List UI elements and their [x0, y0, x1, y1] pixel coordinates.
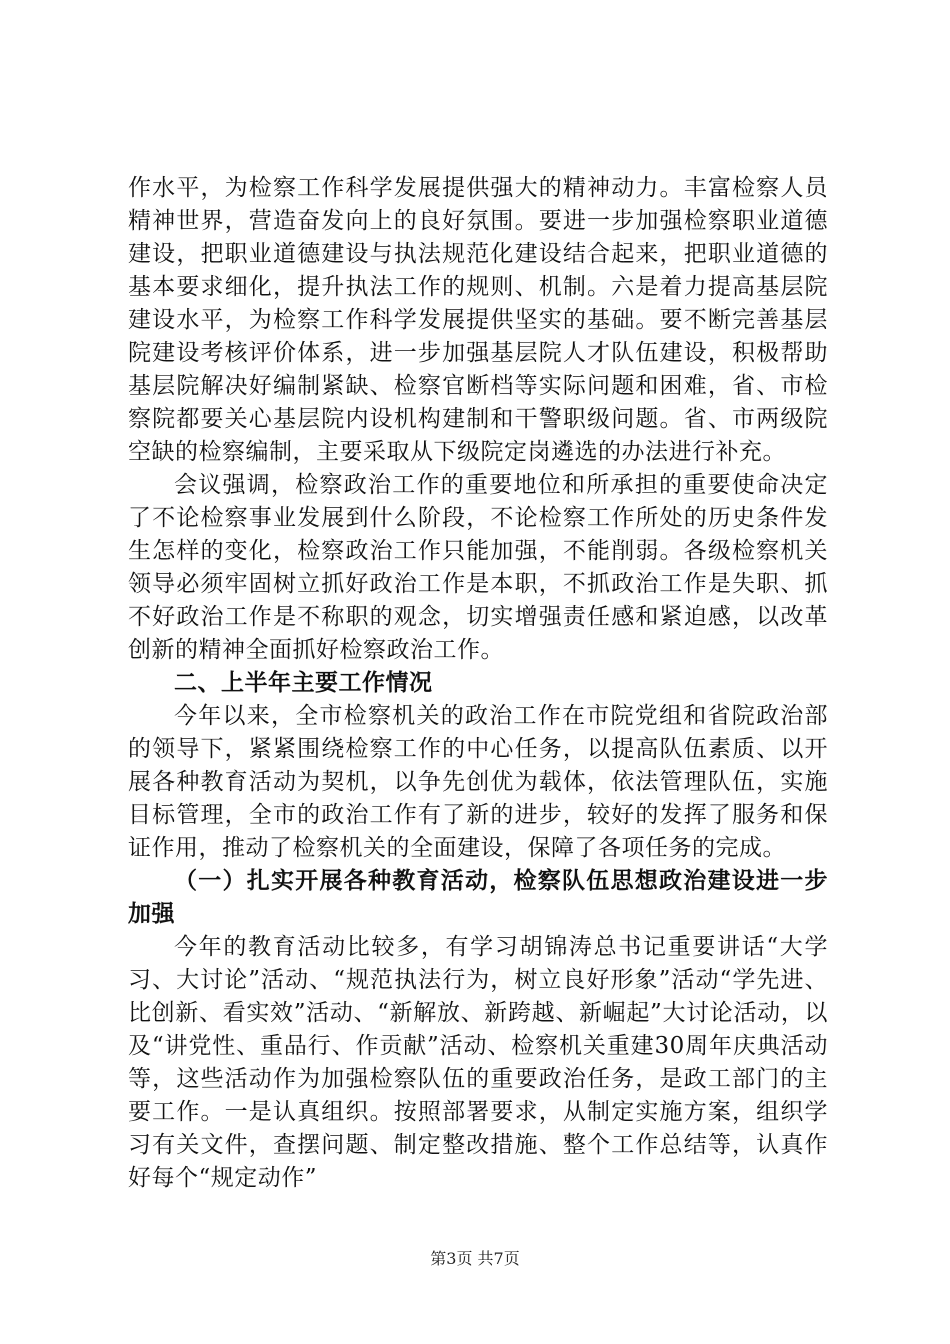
paragraph-education-activities: 今年的教育活动比较多，有学习胡锦涛总书记重要讲话“大学习、大讨论”活动、“规范执法行为，树立良好形象”活动“学先进、比创新、看实效”活动、“新解放、新跨越、新崛起”大讨论活动，以及“讲党性、重品行、作贡献”活动、检察机关重建30周年庆典活动等，这些活动作为加强检察队伍的重要政治任务，是政工部门的主要工作。一是认真组织。按照部署要求，从制定实施方案，组织学习有关文件，查摆问题、制定整改措施、整个工作总结等，认真作好每个“规定动作”	[128, 934, 828, 1191]
page-number-footer: 第3页 共7页	[430, 1249, 520, 1268]
section-heading: 二、上半年主要工作情况	[174, 670, 433, 696]
document-body	[128, 172, 828, 1195]
subsection-heading: （一）扎实开展各种教育活动，检察队伍思想政治建设进一步加强	[128, 868, 828, 927]
paragraph-work-summary: 今年以来，全市检察机关的政治工作在市院党组和省院政治部的领导下，紧紧围绕检察工作的中心任务，以提高队伍素质、以开展各种教育活动为契机，以争先创优为载体，依法管理队伍，实施目标管理，全市的政治工作有了新的进步，较好的发挥了服务和保证作用，推动了检察机关的全面建设，保障了各项任务的完成。	[128, 703, 828, 861]
paragraph-meeting-emphasis: 会议强调，检察政治工作的重要地位和所承担的重要使命决定了不论检察事业发展到什么阶段，不论检察工作所处的历史条件发生怎样的变化，检察政治工作只能加强，不能削弱。各级检察机关领导必须牢固树立抓好政治工作是本职，不抓政治工作是失职、抓不好政治工作是不称职的观念，切实增强责任感和紧迫感，以改革创新的精神全面抓好检察政治工作。	[128, 472, 828, 663]
paragraph-continuation: 作水平，为检察工作科学发展提供强大的精神动力。丰富检察人员精神世界，营造奋发向上的良好氛围。要进一步加强检察职业道德建设，把职业道德建设与执法规范化建设结合起来，把职业道德的基本要求细化，提升执法工作的规则、机制。六是着力提高基层院建设水平，为检察工作科学发展提供坚实的基础。要不断完善基层院建设考核评价体系，进一步加强基层院人才队伍建设，积极帮助基层院解决好编制紧缺、检察官断档等实际问题和困难，省、市检察院都要关心基层院内设机构建制和干警职级问题。省、市两级院空缺的检察编制，主要采取从下级院定岗遴选的办法进行补充。	[128, 175, 828, 465]
